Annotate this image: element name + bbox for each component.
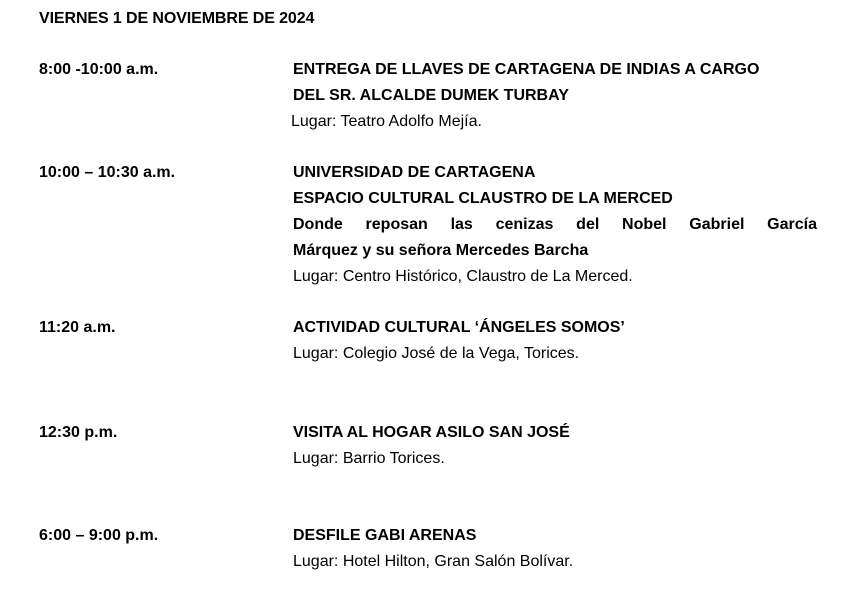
event-time: 6:00 – 9:00 p.m. xyxy=(39,527,159,544)
event-details xyxy=(293,160,817,290)
event-time: 8:00 -10:00 a.m. xyxy=(39,61,159,78)
page-title: VIERNES 1 DE NOVIEMBRE DE 2024 xyxy=(39,10,315,27)
event-details xyxy=(293,420,817,472)
event-description-line: Márquez y su señora Mercedes Barcha xyxy=(293,242,589,259)
event-title-line: VISITA AL HOGAR ASILO SAN JOSÉ xyxy=(293,424,570,441)
event-title-line: DESFILE GABI ARENAS xyxy=(293,527,477,544)
event-title-line: ENTREGA DE LLAVES DE CARTAGENA DE INDIAS A CARGO xyxy=(293,61,760,78)
event-details xyxy=(293,523,817,575)
event-description-line: Donde reposan las cenizas del Nobel Gabriel García xyxy=(293,216,817,233)
event-details xyxy=(293,315,817,367)
event-place: Lugar: Barrio Torices. xyxy=(293,450,445,467)
event-place: Lugar: Colegio José de la Vega, Torices. xyxy=(293,345,580,362)
event-time: 12:30 p.m. xyxy=(39,424,118,441)
event-time: 11:20 a.m. xyxy=(39,319,116,336)
event-title-line: DEL SR. ALCALDE DUMEK TURBAY xyxy=(293,87,569,104)
event-place: Lugar: Teatro Adolfo Mejía. xyxy=(291,113,482,130)
event-title-line: ACTIVIDAD CULTURAL ‘ÁNGELES SOMOS’ xyxy=(293,319,625,336)
event-title-line: ESPACIO CULTURAL CLAUSTRO DE LA MERCED xyxy=(293,190,673,207)
event-title-line: UNIVERSIDAD DE CARTAGENA xyxy=(293,164,536,181)
event-time: 10:00 – 10:30 a.m. xyxy=(39,164,176,181)
event-details xyxy=(293,57,817,135)
event-place: Lugar: Hotel Hilton, Gran Salón Bolívar. xyxy=(293,553,574,570)
event-place: Lugar: Centro Histórico, Claustro de La Merced. xyxy=(293,268,633,285)
